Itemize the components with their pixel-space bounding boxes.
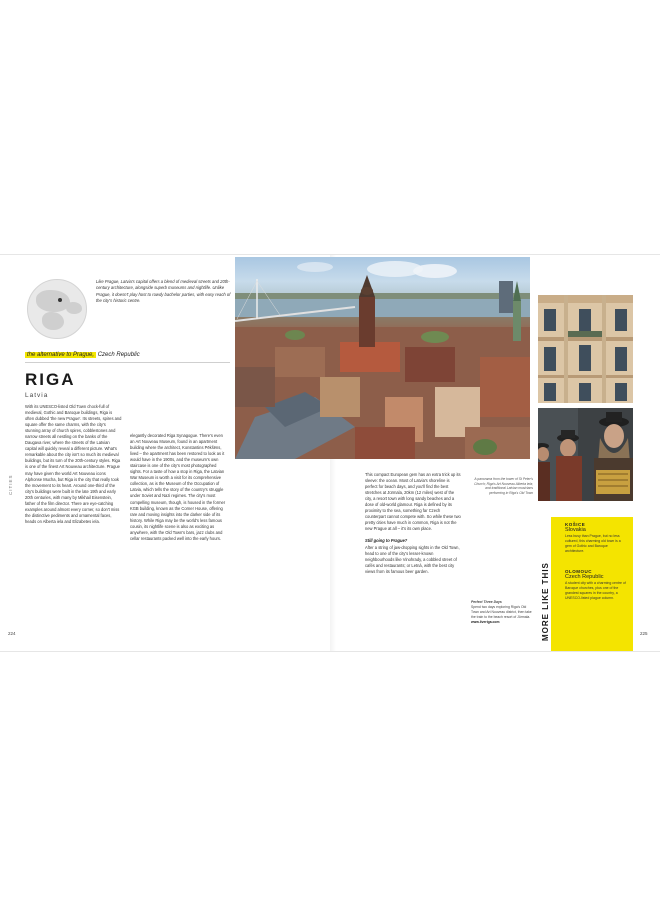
page-number-left: 224 (8, 631, 16, 636)
body-column-3 (365, 472, 461, 575)
body-column-1: With its UNESCO-listed Old Town chock-full of medieval, Gothic and Baroque buildings, Riga is often dubbed 'the new Prague'. Its streets, spires and square offer the same charms, with the city's stunning array of church spires, cobblestones and narrow streets all nestling on the banks of the Daugava river, where the streets of the Latvian capital will quickly reveal a different picture. What's remarkable about the city isn't so much its medieval buildings, but its turn of the 20th-century styles. Riga is one of the finest Art Nouveau architecture. Prague may have given the world Art Nouveau icons Alphonse Mucha, but Riga is the city that really took the movement to its heart. Around one-third of the city's buildings were built in the late 19th and early 20th centuries, with many by Mikhail Eisenstein, father of the film director. There are eye-catching examples around almost every corner, so don't miss the distinctive pediments and ornamental faces, heads on Alberta iela and Elizabetes iela. (25, 404, 122, 524)
guide-url-link[interactable]: www.liveriga.com (471, 620, 500, 624)
more-item-country: Slovakia (565, 526, 586, 533)
magazine-spread (0, 254, 660, 652)
more-item-name: KOŠICE (565, 522, 586, 527)
more-item-kosice (565, 523, 627, 553)
section-tab: CITIES (8, 474, 13, 495)
guide-text: Spend two days exploring Riga's Old Town and Art Nouveau district, then take the train to the beach resort of Jūrmala. (471, 605, 532, 619)
guide-title: Perfect Three Days (471, 600, 502, 604)
guide-box (471, 600, 533, 625)
globe-locator-map (27, 279, 87, 339)
art-nouveau-facade-photo (538, 295, 633, 403)
photo-caption: A panorama from the tower of St Peter's Church; Riga's Art Nouveau Alberta iela; and traditional Latvian musicians performing in Riga's Old Town (474, 477, 533, 495)
tagline-rest: Czech Republic (96, 352, 140, 358)
column-3-body: After a string of jaw-dropping sights in the Old Town, head to one of the city's lesser-known neighbourhoods like Vinohrady, a cobbled street of cafés and restaurants; or Letná, with the best city views from its famous beer garden. (365, 544, 460, 574)
alternative-tagline (25, 352, 230, 358)
body-column-2: elegantly decorated Riga Synagogue. There's even an Art Nouveau Museum, found in an apartment building where the architect, Konstantins Pēkšēns, lived – the apartment has been restored to look as it would have in the 1900s, and the museum's own staircase is one of the city's most photographed sights. For a taste of how a stop in Riga, the Latvian War Museum is worth a visit for its comprehensive collection, as is the Museum of the Occupation of Latvia, which tells the story of the country's struggle under Soviet and Nazi regimes. The city's most compelling museum, though, is housed in the former KGB building, known as the Corner House, offering rare and moving insights into the darker side of its history. While Riga may be the world's less famous cousin, its nightlife scene is also as exciting as anywhere, with the Old Town's bars, jazz clubs and cellar restaurants packed well into the early hours. (130, 433, 226, 541)
location-marker-icon (58, 298, 62, 302)
more-item-olomouc (565, 570, 627, 600)
more-item-text: A student city with a charming centre of Baroque churches, plus one of the grandest squares in the country, a UNESCO-listed plague column. (565, 580, 626, 600)
musicians-photo (538, 408, 633, 501)
tagline-highlight: the alternative to Prague, (27, 352, 95, 358)
more-item-text: Less busy than Prague, but no less cultured, this charming old town is a gem of Gothic and Baroque architecture. (565, 533, 621, 553)
more-item-country: Czech Republic (565, 573, 604, 580)
intro-text: Like Prague, Latvia's capital offers a blend of medieval streets and 20th-century architecture, alongside superb museums and nightlife. Unlike Prague, it doesn't play host to rowdy bachelor parties, with easy reach of the city's historic centre. (96, 279, 231, 304)
riga-panorama-photo (235, 257, 530, 459)
more-item-name: OLOMOUC (565, 569, 592, 574)
more-like-this-title: MORE LIKE THIS (541, 562, 550, 641)
country-subtitle: Latvia (25, 392, 49, 399)
page-title: RIGA (25, 370, 76, 389)
page-number-right: 225 (640, 631, 648, 636)
column-3-intro: This compact European gem has an extra trick up its sleeve: the ocean. Most of Latvia's shoreline is perfect for beach days, and you'll find the best stretches at Jūrmala, 20km (12 miles) west of the city, a resort town with long sandy beaches and a dose of old-world glamour. Riga is defined by its proximity to the sea, something far Czech counterpart cannot compete with. So while these two pretty cities have much in common, Riga is not the new Prague at all – it's its own place. (365, 472, 461, 532)
divider (25, 362, 230, 363)
column-3-heading: Still going to Prague? (365, 538, 408, 544)
